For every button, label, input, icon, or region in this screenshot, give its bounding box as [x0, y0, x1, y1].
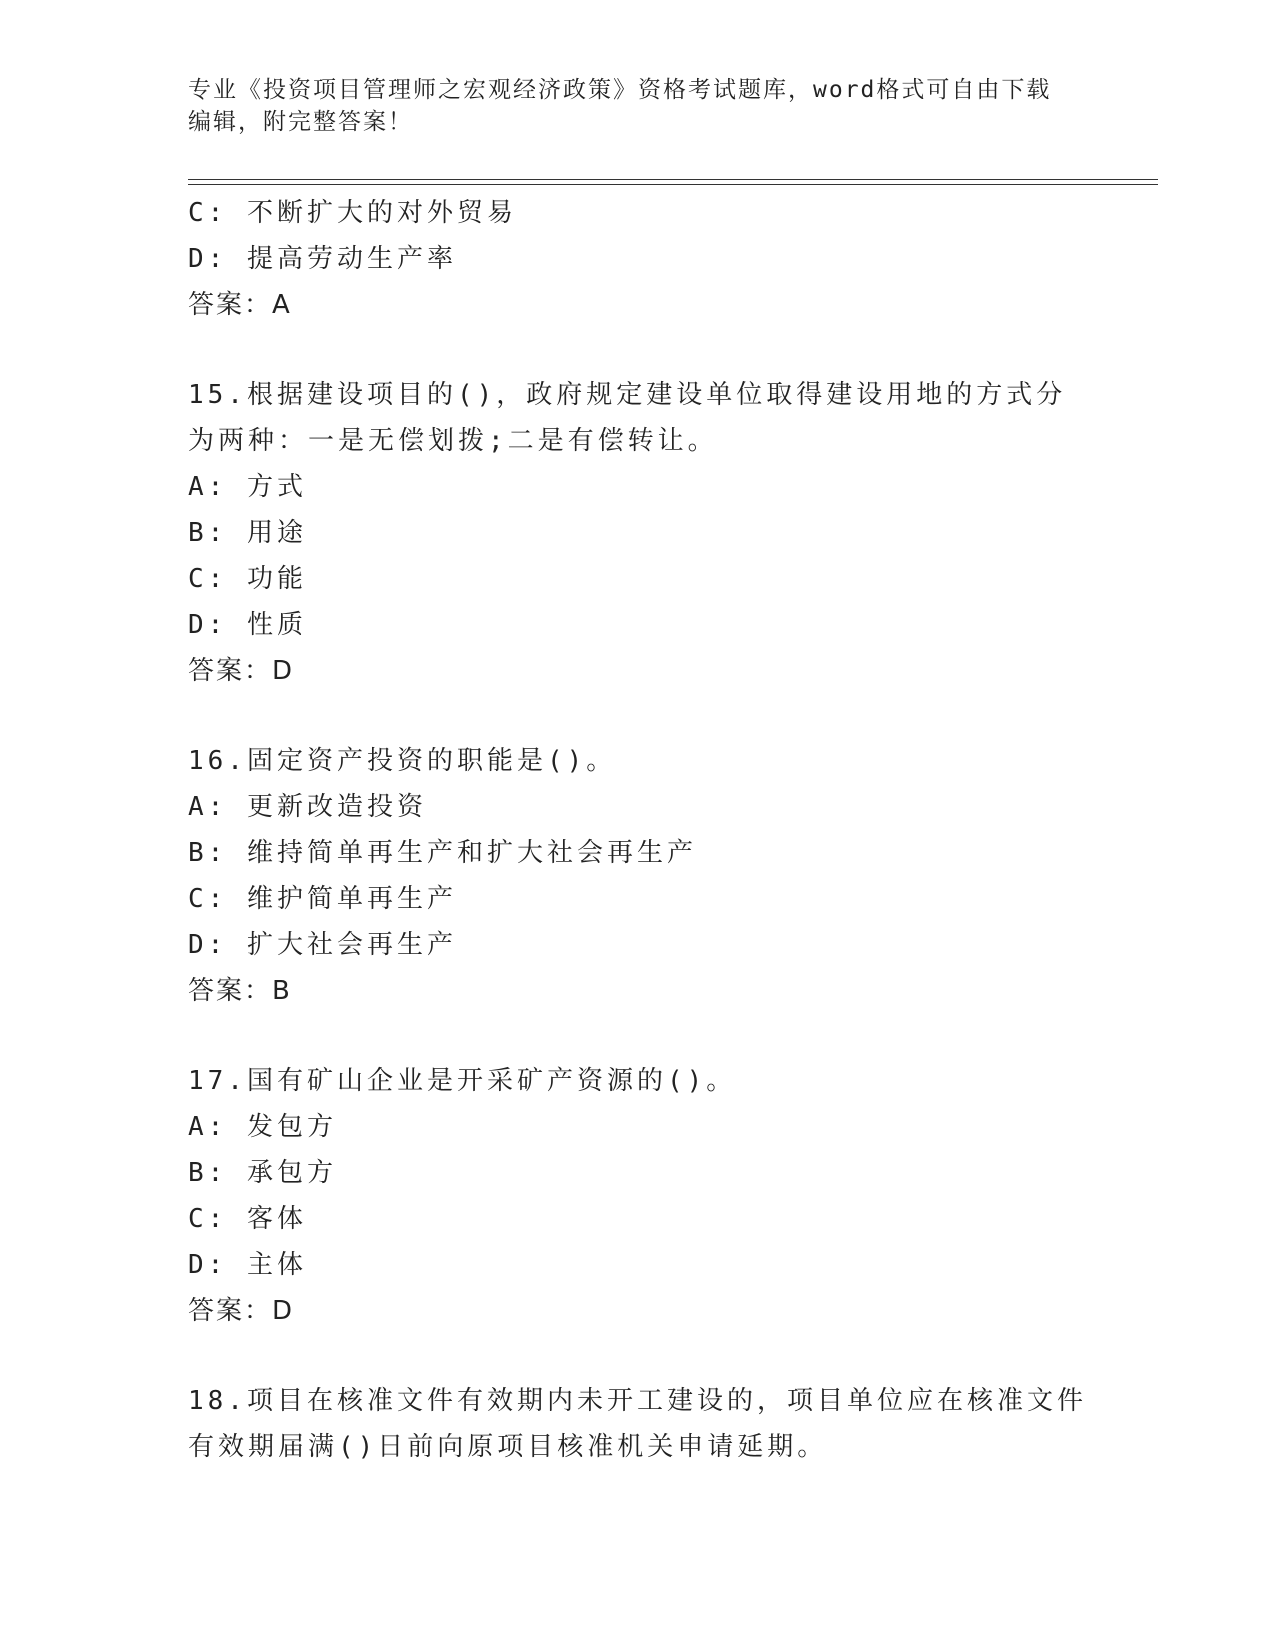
option-d: D: 扩大社会再生产	[188, 930, 457, 960]
answer: 答案：B	[188, 976, 292, 1006]
question-14-tail	[188, 190, 1088, 328]
option-c: C: 客体	[188, 1204, 307, 1234]
option-c: C: 维护简单再生产	[188, 884, 457, 914]
question-text: 18.项目在核准文件有效期内未开工建设的，项目单位应在核准文件有效期届满()日前向原项目核准机关申请延期。	[188, 1386, 1087, 1462]
document-header: 专业《投资项目管理师之宏观经济政策》资格考试题库，word格式可自由下载编辑，附完整答案！	[188, 77, 1052, 135]
question-text: 17.国有矿山企业是开采矿产资源的()。	[188, 1066, 737, 1096]
option-a: A: 发包方	[188, 1112, 337, 1142]
option-b: B: 承包方	[188, 1158, 337, 1188]
question-15	[188, 372, 1088, 694]
question-18	[188, 1378, 1088, 1470]
answer: 答案：A	[188, 290, 292, 320]
option-b: B: 维持简单再生产和扩大社会再生产	[188, 838, 697, 868]
answer: 答案：D	[188, 656, 295, 686]
option-b: B: 用途	[188, 518, 307, 548]
option-d: D: 主体	[188, 1250, 307, 1280]
header-divider	[188, 179, 1158, 180]
question-17	[188, 1058, 1088, 1334]
option-a: A: 方式	[188, 472, 307, 502]
answer: 答案：D	[188, 1296, 295, 1326]
header-divider-second	[188, 184, 1158, 185]
option-a: A: 更新改造投资	[188, 792, 427, 822]
question-list	[188, 190, 1088, 1470]
question-text: 15.根据建设项目的()，政府规定建设单位取得建设用地的方式分为两种：一是无偿划拨;二是有偿转让。	[188, 380, 1067, 456]
option-c: C: 不断扩大的对外贸易	[188, 198, 517, 228]
option-d: D: 提高劳动生产率	[188, 244, 457, 274]
option-c: C: 功能	[188, 564, 307, 594]
option-d: D: 性质	[188, 610, 307, 640]
question-16	[188, 738, 1088, 1014]
question-text: 16.固定资产投资的职能是()。	[188, 746, 617, 776]
